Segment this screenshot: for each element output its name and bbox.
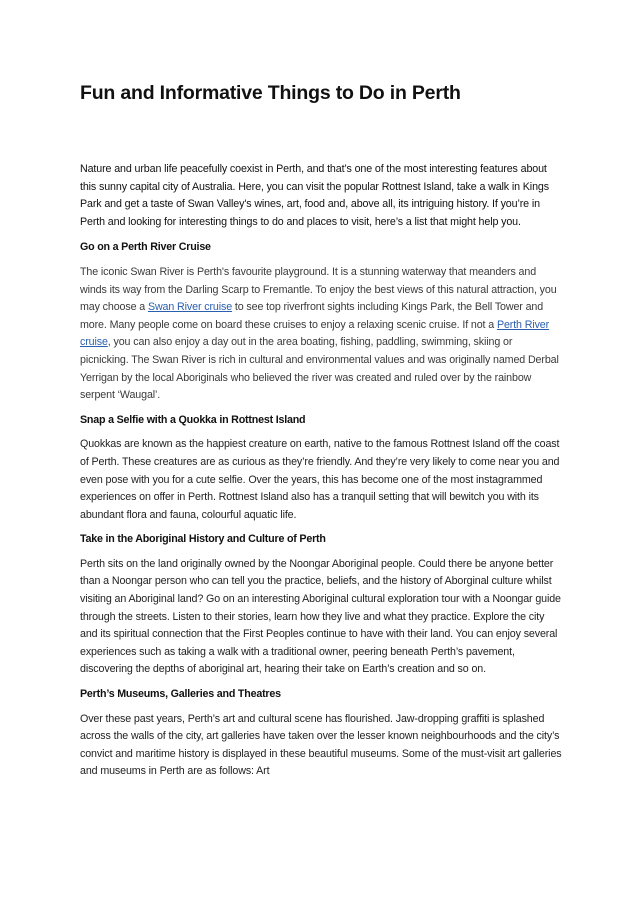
section-paragraph-river-cruise <box>80 264 563 405</box>
section-heading-quokka: Snap a Selfie with a Quokka in Rottnest Island <box>80 413 306 426</box>
section-paragraph-quokka: Quokkas are known as the happiest creature on earth, native to the famous Rottnest Island off the coast of Perth. These creatures are as curious as they’re friendly. And they’re very likely to come near you and even pose with you for a cute selfie. Over the years, this has become one of the most instagrammed experiences on offer in Perth. Rottnest Island also has a tranquil setting that will bewitch you with its abundant flora and fauna, colourful aquatic life. <box>80 438 560 521</box>
section-heading-river-cruise: Go on a Perth River Cruise <box>80 241 211 254</box>
section-paragraph-museums: Over these past years, Perth’s art and cultural scene has flourished. Jaw-dropping graffiti is splashed across the walls of the city, art galleries have taken over the lesser known neighbourhoods and the city’s convict and maritime history is displayed in these beautiful museums. Some of the must-visit art galleries and museums in Perth are as follows: Art <box>80 712 562 778</box>
page-title: Fun and Informative Things to Do in Perth <box>80 82 461 104</box>
swan-river-cruise-link[interactable]: Swan River cruise <box>147 301 233 314</box>
article-body <box>80 161 563 788</box>
paragraph-text: The iconic Swan River is Perth's favourite playground. It is a stunning waterway that meanders and winds its way from the Darling Scarp to Fremantle. To enjoy the best views of this natural attraction, you may choose a <box>80 265 557 314</box>
perth-river-cruise-link[interactable]: Perth River cruise <box>80 318 550 349</box>
paragraph-text: , you can also enjoy a day out in the area boating, fishing, paddling, swimming, skiing or picnicking. The Swan River is rich in cultural and environmental values and was originally named Derbal Yerrigan by the local Aboriginals who believed the river was created and ruled over by the rainbow serpent ‘Waugal’. <box>80 336 559 402</box>
paragraph-text: to see top riverfront sights including Kings Park, the Bell Tower and more. Many people come on board these cruises to enjoy a relaxing scenic cruise. If not a <box>80 301 544 331</box>
intro-paragraph: Nature and urban life peacefully coexist in Perth, and that’s one of the most interesting features about this sunny capital city of Australia. Here, you can visit the popular Rottnest Island, take a walk in Kings Park and get a taste of Swan Valley's wines, art, food and, above all, its intriguing history. If you’re in Perth and looking for interesting things to do and places to visit, here’s a list that might help you. <box>80 163 549 228</box>
section-heading-museums: Perth’s Museums, Galleries and Theatres <box>80 688 281 701</box>
section-heading-aboriginal: Take in the Aboriginal History and Culture of Perth <box>80 533 326 546</box>
section-paragraph-aboriginal: Perth sits on the land originally owned by the Noongar Aboriginal people. Could there be anyone better than a Noongar person who can tell you the practice, beliefs, and the history of Aborginal culture whilst visiting an Aboriginal land? Go on an interesting Aboriginal cultural exploration tour with a Noongar guide through the streets. Listen to their stories, learn how they live and what they practice. Explore the city and its spiritual connection that the First Peoples continue to have with their land. You can enjoy several experiences such as taking a walk with a traditional owner, peering beneath Perth’s pavement, discovering the depths of aboriginal art, hearing their take on Earth’s creation and so on. <box>80 557 561 676</box>
